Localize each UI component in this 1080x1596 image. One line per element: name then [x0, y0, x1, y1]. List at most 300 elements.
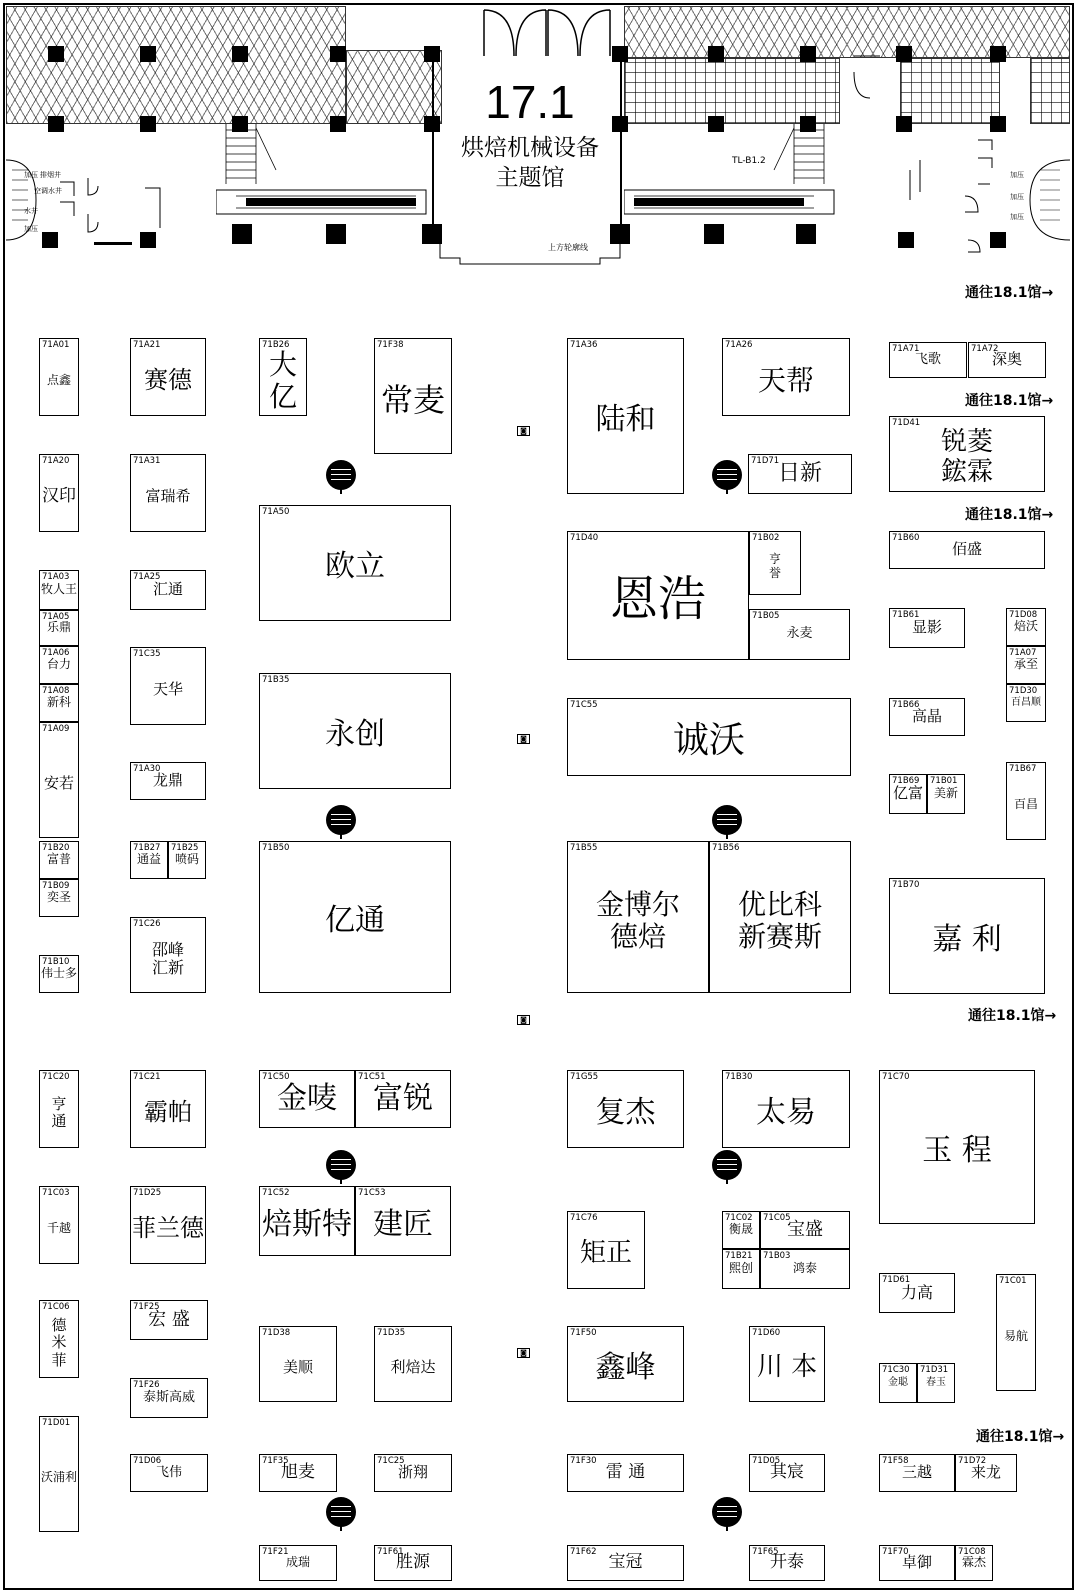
booth-exhibitor-name: 美顺	[282, 1358, 313, 1377]
tl-label: TL-B1.2	[732, 156, 766, 166]
shaft-label: 加压	[1010, 171, 1024, 179]
direction-to-hall-18-1: 通往18.1馆→	[965, 285, 1054, 301]
booth-71c52[interactable]	[259, 1186, 355, 1256]
booth-code: 71A06	[42, 648, 70, 658]
booth-exhibitor-name: 承至	[1013, 657, 1038, 672]
booth-exhibitor-name: 天帮	[757, 363, 814, 397]
booth-code: 71B60	[892, 533, 920, 543]
booth-71f70[interactable]	[879, 1545, 955, 1581]
shaft-label: 空调水井	[34, 187, 62, 195]
booth-71b01[interactable]	[927, 774, 965, 814]
booth-71b20[interactable]	[39, 841, 79, 879]
booth-71f21[interactable]	[259, 1545, 337, 1581]
booth-code: 71B56	[712, 843, 740, 853]
booth-71c01[interactable]	[996, 1274, 1036, 1391]
booth-exhibitor-name: 霖杰	[961, 1555, 986, 1570]
booth-code: 71D38	[262, 1328, 291, 1338]
booth-71a08[interactable]	[39, 684, 79, 722]
booth-exhibitor-name: 常麦	[380, 380, 445, 419]
booth-71f35[interactable]	[259, 1454, 337, 1492]
pillar	[140, 232, 156, 248]
booth-exhibitor-name: 伟士多	[40, 966, 77, 981]
booth-exhibitor-name: 霸帕	[144, 1098, 192, 1127]
location-pin	[326, 805, 356, 835]
booth-exhibitor-name: 台力	[46, 657, 71, 672]
booth-code: 71B10	[42, 957, 70, 967]
booth-71c76[interactable]	[567, 1211, 645, 1289]
booth-exhibitor-name: 宏 盛	[148, 1308, 190, 1330]
booth-code: 71C51	[358, 1072, 386, 1082]
booth-exhibitor-name: 锐菱 鋐霖	[940, 427, 993, 487]
booth-exhibitor-name: 飞伟	[155, 1464, 182, 1480]
booth-71a21[interactable]	[130, 338, 206, 416]
booth-code: 71A21	[133, 340, 161, 350]
booth-71b02[interactable]	[749, 531, 801, 595]
location-pin	[712, 1497, 742, 1527]
booth-code: 71B67	[1009, 764, 1037, 774]
hall-number: 17.1	[485, 76, 575, 128]
booth-code: 71C02	[725, 1213, 753, 1223]
booth-exhibitor-name: 衡晟	[728, 1222, 753, 1237]
booth-71a25[interactable]	[130, 570, 206, 610]
booth-71b56[interactable]	[709, 841, 851, 993]
pillar	[330, 46, 346, 62]
booth-71a07[interactable]	[1006, 646, 1046, 684]
hydrant-sign-icon: ◙	[517, 734, 530, 744]
booth-71d30[interactable]	[1006, 684, 1046, 722]
booth-exhibitor-name: 喷码	[174, 852, 199, 867]
booth-code: 71A26	[725, 340, 753, 350]
booth-exhibitor-name: 德 米 菲	[51, 1316, 67, 1369]
booth-71a20[interactable]	[39, 454, 79, 532]
booth-code: 71C03	[42, 1188, 70, 1198]
booth-code: 71B03	[763, 1251, 791, 1261]
booth-71c26[interactable]	[130, 917, 206, 993]
booth-code: 71F62	[570, 1547, 597, 1557]
booth-code: 71D41	[892, 418, 921, 428]
booth-code: 71B25	[171, 843, 199, 853]
booth-code: 71B05	[752, 611, 780, 621]
booth-exhibitor-name: 邵峰 汇新	[151, 939, 184, 977]
pillar	[232, 46, 248, 62]
pillar	[704, 224, 724, 244]
booth-exhibitor-name: 卓御	[901, 1553, 932, 1572]
booth-code: 71D31	[920, 1365, 949, 1375]
booth-code: 71C20	[42, 1072, 70, 1082]
booth-exhibitor-name: 永麦	[786, 626, 813, 642]
booth-exhibitor-name: 熙创	[728, 1261, 753, 1276]
booth-exhibitor-name: 其宸	[770, 1462, 804, 1483]
booth-exhibitor-name: 通益	[136, 852, 161, 867]
booth-exhibitor-name: 千越	[46, 1221, 71, 1236]
booth-71f65[interactable]	[749, 1545, 825, 1581]
booth-code: 71D60	[752, 1328, 781, 1338]
booth-code: 71F58	[882, 1456, 909, 1466]
shaft-label: 加压	[1010, 213, 1024, 221]
booth-code: 71B55	[570, 843, 598, 853]
booth-code: 71B50	[262, 843, 290, 853]
shaft-label: 加压	[24, 225, 38, 233]
booth-exhibitor-name: 玉 程	[922, 1132, 992, 1168]
booth-exhibitor-name: 天华	[152, 680, 183, 699]
booth-code: 71C05	[763, 1213, 791, 1223]
booth-code: 71C70	[882, 1072, 910, 1082]
booth-code: 71B09	[42, 881, 70, 891]
booth-code: 71A03	[42, 572, 70, 582]
booth-exhibitor-name: 高晶	[911, 707, 942, 726]
booth-exhibitor-name: 复杰	[595, 1094, 656, 1130]
booth-71c30[interactable]	[879, 1363, 917, 1403]
booth-code: 71A72	[971, 344, 999, 354]
booth-code: 71C55	[570, 700, 598, 710]
hall-theme-title: 烘焙机械设备 主题馆	[461, 135, 599, 191]
booth-71c08[interactable]	[955, 1545, 993, 1581]
shaft-label: 排烟井	[40, 171, 61, 179]
booth-exhibitor-name: 深奥	[991, 350, 1022, 369]
booth-exhibitor-name: 恩浩	[609, 570, 706, 627]
pillar	[326, 224, 346, 244]
booth-71b10[interactable]	[39, 955, 79, 993]
hydrant-sign-icon: ◙	[517, 1348, 530, 1358]
booth-71c02[interactable]	[722, 1211, 760, 1249]
booth-code: 71D05	[752, 1456, 781, 1466]
booth-71d60[interactable]	[749, 1326, 825, 1402]
wall-segment	[94, 242, 132, 245]
pillar	[42, 232, 58, 248]
booth-71d01[interactable]	[39, 1416, 79, 1532]
booth-71b25[interactable]	[168, 841, 206, 879]
booth-exhibitor-name: 矩正	[579, 1238, 632, 1269]
pillar	[990, 232, 1006, 248]
booth-exhibitor-name: 川 本	[756, 1352, 818, 1383]
booth-exhibitor-name: 建匠	[373, 1206, 433, 1242]
booth-code: 71D01	[42, 1418, 71, 1428]
booth-code: 71C53	[358, 1188, 386, 1198]
booth-71c50[interactable]	[259, 1070, 355, 1128]
location-pin	[326, 1150, 356, 1180]
booth-71b26[interactable]	[259, 338, 307, 416]
booth-exhibitor-name: 奕圣	[46, 890, 71, 905]
booth-exhibitor-name: 沃浦利	[40, 1470, 77, 1485]
booth-exhibitor-name: 飞歌	[914, 351, 941, 367]
booth-code: 71D08	[1009, 610, 1038, 620]
booth-code: 71B27	[133, 843, 161, 853]
booth-71f50[interactable]	[567, 1326, 684, 1402]
shaft-label: 水井	[24, 207, 38, 215]
booth-exhibitor-name: 嘉 利	[932, 921, 1002, 957]
booth-exhibitor-name: 易航	[1003, 1328, 1028, 1343]
location-pin	[712, 805, 742, 835]
booth-code: 71F26	[133, 1380, 160, 1390]
booth-exhibitor-name: 诚沃	[672, 720, 745, 762]
booth-71d71[interactable]	[748, 454, 852, 494]
booth-71b66[interactable]	[889, 698, 965, 736]
booth-code: 71B21	[725, 1251, 753, 1261]
direction-to-hall-18-1: 通往18.1馆→	[965, 507, 1054, 523]
booth-code: 71F21	[262, 1547, 289, 1557]
booth-71b35[interactable]	[259, 673, 451, 789]
booth-exhibitor-name: 宝盛	[787, 1218, 823, 1240]
booth-code: 71A08	[42, 686, 70, 696]
booth-exhibitor-name: 亿通	[325, 902, 385, 938]
booth-code: 71C25	[377, 1456, 405, 1466]
booth-code: 71C52	[262, 1188, 290, 1198]
booth-code: 71A09	[42, 724, 70, 734]
booth-code: 71C35	[133, 649, 161, 659]
pillar	[708, 116, 724, 132]
booth-exhibitor-name: 利焙达	[390, 1358, 436, 1377]
booth-71d25[interactable]	[130, 1186, 206, 1264]
booth-exhibitor-name: 焙斯特	[262, 1206, 352, 1242]
booth-71f58[interactable]	[879, 1454, 955, 1492]
booth-exhibitor-name: 富普	[46, 852, 71, 867]
pillar	[232, 116, 248, 132]
booth-71d41[interactable]	[889, 416, 1045, 492]
booth-71b61[interactable]	[889, 608, 965, 648]
booth-exhibitor-name: 春玉	[926, 1377, 946, 1389]
booth-code: 71D72	[958, 1456, 987, 1466]
pillar	[800, 46, 816, 62]
pillar	[896, 46, 912, 62]
pillar	[140, 116, 156, 132]
booth-71b69[interactable]	[889, 774, 927, 814]
booth-exhibitor-name: 富锐	[373, 1080, 433, 1116]
booth-code: 71C06	[42, 1302, 70, 1312]
booth-code: 71B69	[892, 776, 920, 786]
booth-code: 71F30	[570, 1456, 597, 1466]
booth-71a30[interactable]	[130, 762, 206, 800]
booth-71a09[interactable]	[39, 722, 79, 838]
booth-exhibitor-name: 鑫峰	[595, 1349, 656, 1385]
booth-code: 71C01	[999, 1276, 1027, 1286]
booth-71a01[interactable]	[39, 338, 79, 416]
booth-code: 71A25	[133, 572, 161, 582]
booth-code: 71A71	[892, 344, 920, 354]
booth-71c21[interactable]	[130, 1070, 206, 1148]
booth-exhibitor-name: 乐鼎	[46, 620, 71, 635]
booth-exhibitor-name: 太易	[756, 1094, 816, 1130]
booth-code: 71A36	[570, 340, 598, 350]
booth-exhibitor-name: 焙沃	[1013, 619, 1038, 634]
hydrant-sign-icon: ◙	[517, 426, 530, 436]
booth-exhibitor-name: 亨 誉	[768, 552, 781, 580]
booth-71f38[interactable]	[374, 338, 452, 454]
pillar	[140, 46, 156, 62]
booth-exhibitor-name: 胜源	[396, 1552, 430, 1573]
booth-71f61[interactable]	[374, 1545, 452, 1581]
booth-exhibitor-name: 点鑫	[46, 373, 71, 388]
booth-code: 71A30	[133, 764, 161, 774]
booth-exhibitor-name: 金唛	[277, 1080, 337, 1116]
booth-71c20[interactable]	[39, 1070, 79, 1148]
booth-exhibitor-name: 百昌顺	[1011, 697, 1041, 709]
booth-code: 71F25	[133, 1302, 160, 1312]
booth-code: 71C08	[958, 1547, 986, 1557]
booth-code: 71A31	[133, 456, 161, 466]
pillar	[232, 224, 252, 244]
booth-71a03[interactable]	[39, 570, 79, 610]
direction-to-hall-18-1: 通往18.1馆→	[968, 1008, 1057, 1024]
booth-71c25[interactable]	[374, 1454, 452, 1492]
booth-exhibitor-name: 大亿	[268, 347, 297, 413]
booth-71a72[interactable]	[968, 342, 1046, 378]
booth-exhibitor-name: 汇通	[152, 580, 183, 599]
booth-71b70[interactable]	[889, 878, 1045, 994]
pillar	[800, 116, 816, 132]
location-pin	[712, 460, 742, 490]
booth-code: 71D40	[570, 533, 599, 543]
booth-exhibitor-name: 显影	[911, 618, 942, 637]
booth-exhibitor-name: 百昌	[1013, 797, 1038, 812]
booth-exhibitor-name: 牧人王	[40, 582, 77, 597]
booth-code: 71G55	[570, 1072, 599, 1082]
booth-exhibitor-name: 旭麦	[281, 1462, 315, 1483]
booth-71d08[interactable]	[1006, 608, 1046, 646]
booth-71a31[interactable]	[130, 454, 206, 532]
booth-code: 71B35	[262, 675, 290, 685]
booth-71b09[interactable]	[39, 879, 79, 917]
booth-code: 71F70	[882, 1547, 909, 1557]
booth-71c51[interactable]	[355, 1070, 451, 1128]
booth-71a26[interactable]	[722, 338, 850, 416]
booth-71d06[interactable]	[130, 1454, 208, 1492]
pillar	[796, 224, 816, 244]
booth-71d38[interactable]	[259, 1326, 337, 1402]
booth-code: 71B30	[725, 1072, 753, 1082]
booth-code: 71C76	[570, 1213, 598, 1223]
pillar	[898, 232, 914, 248]
wall-segment	[432, 50, 434, 230]
booth-71b05[interactable]	[749, 609, 850, 660]
booth-exhibitor-name: 金博尔 德焙	[595, 887, 680, 953]
booth-71c70[interactable]	[879, 1070, 1035, 1224]
booth-71a36[interactable]	[567, 338, 684, 494]
booth-exhibitor-name: 力高	[900, 1282, 933, 1302]
booth-code: 71D06	[133, 1456, 162, 1466]
booth-code: 71D30	[1009, 686, 1038, 696]
booth-71d05[interactable]	[749, 1454, 825, 1492]
booth-exhibitor-name: 来龙	[970, 1463, 1001, 1482]
booth-exhibitor-name: 开泰	[770, 1552, 804, 1573]
booth-code: 71A05	[42, 612, 70, 622]
booth-exhibitor-name: 鸿泰	[792, 1261, 817, 1276]
booth-71b03[interactable]	[760, 1249, 850, 1289]
booth-71f25[interactable]	[130, 1300, 208, 1340]
pillar	[48, 116, 64, 132]
booth-code: 71B70	[892, 880, 920, 890]
booth-code: 71A01	[42, 340, 70, 350]
shaft-label: 加压	[1010, 193, 1024, 201]
booth-71b30[interactable]	[722, 1070, 850, 1148]
booth-71c35[interactable]	[130, 647, 206, 725]
booth-exhibitor-name: 日新	[777, 461, 822, 487]
booth-71c55[interactable]	[567, 698, 851, 776]
booth-71d61[interactable]	[879, 1273, 955, 1313]
booth-exhibitor-name: 优比科 新赛斯	[737, 887, 822, 953]
booth-71b21[interactable]	[722, 1249, 760, 1289]
booth-exhibitor-name: 赛德	[144, 366, 192, 395]
booth-71b50[interactable]	[259, 841, 451, 993]
booth-71f26[interactable]	[130, 1378, 208, 1418]
booth-exhibitor-name: 富瑞希	[145, 487, 191, 506]
booth-code: 71A50	[262, 507, 290, 517]
booth-code: 71A20	[42, 456, 70, 466]
booth-71d40[interactable]	[567, 531, 749, 660]
booth-code: 71D71	[751, 456, 780, 466]
booth-exhibitor-name: 亿富	[892, 784, 923, 803]
booth-code: 71F38	[377, 340, 404, 350]
booth-exhibitor-name: 金聪	[888, 1377, 908, 1389]
booth-71b55[interactable]	[567, 841, 709, 993]
pillar	[708, 46, 724, 62]
booth-exhibitor-name: 新科	[46, 695, 71, 710]
booth-code: 71C50	[262, 1072, 290, 1082]
booth-code: 71B01	[930, 776, 958, 786]
booth-71b27[interactable]	[130, 841, 168, 879]
booth-71f62[interactable]	[567, 1545, 684, 1581]
booth-71b60[interactable]	[889, 531, 1045, 569]
location-pin	[712, 1150, 742, 1180]
booth-code: 71C26	[133, 919, 161, 929]
booth-71g55[interactable]	[567, 1070, 684, 1148]
booth-71d31[interactable]	[917, 1363, 955, 1403]
booth-code: 71F50	[570, 1328, 597, 1338]
booth-71a05[interactable]	[39, 610, 79, 646]
direction-to-hall-18-1: 通往18.1馆→	[976, 1429, 1065, 1445]
booth-exhibitor-name: 三越	[901, 1463, 932, 1482]
booth-71c53[interactable]	[355, 1186, 451, 1256]
booth-71d72[interactable]	[955, 1454, 1017, 1492]
wall-segment	[620, 50, 622, 230]
booth-exhibitor-name: 龙鼎	[152, 771, 183, 790]
booth-71a71[interactable]	[889, 342, 967, 378]
location-pin	[326, 1497, 356, 1527]
booth-code: 71B26	[262, 340, 290, 350]
direction-to-hall-18-1: 通往18.1馆→	[965, 393, 1054, 409]
booth-71c03[interactable]	[39, 1186, 79, 1264]
booth-exhibitor-name: 菲兰德	[132, 1214, 204, 1243]
booth-code: 71F65	[752, 1547, 779, 1557]
booth-code: 71B20	[42, 843, 70, 853]
booth-71b67[interactable]	[1006, 762, 1046, 840]
booth-code: 71B61	[892, 610, 920, 620]
booth-code: 71C30	[882, 1365, 910, 1375]
booth-code: 71A07	[1009, 648, 1037, 658]
pillar	[330, 116, 346, 132]
booth-code: 71D35	[377, 1328, 406, 1338]
booth-code: 71B66	[892, 700, 920, 710]
booth-exhibitor-name: 美新	[933, 786, 958, 801]
booth-71c06[interactable]	[39, 1300, 79, 1378]
shaft-label: 加压	[24, 171, 38, 179]
outline-label: 上方轮廓线	[548, 243, 588, 252]
booth-exhibitor-name: 欧立	[325, 548, 385, 584]
booth-exhibitor-name: 佰盛	[951, 540, 982, 559]
booth-exhibitor-name: 泰斯高威	[142, 1389, 195, 1405]
hydrant-sign-icon: ◙	[517, 1015, 530, 1025]
booth-exhibitor-name: 亨 通	[51, 1094, 67, 1130]
location-pin	[326, 460, 356, 490]
booth-71a50[interactable]	[259, 505, 451, 621]
booth-exhibitor-name: 宝冠	[608, 1552, 643, 1573]
booth-71a06[interactable]	[39, 646, 79, 684]
pillar	[48, 46, 64, 62]
booth-71c05[interactable]	[760, 1211, 850, 1249]
booth-code: 71D61	[882, 1275, 911, 1285]
booth-71f30[interactable]	[567, 1454, 684, 1492]
booth-71d35[interactable]	[374, 1326, 452, 1402]
booth-exhibitor-name: 成瑞	[285, 1555, 310, 1570]
